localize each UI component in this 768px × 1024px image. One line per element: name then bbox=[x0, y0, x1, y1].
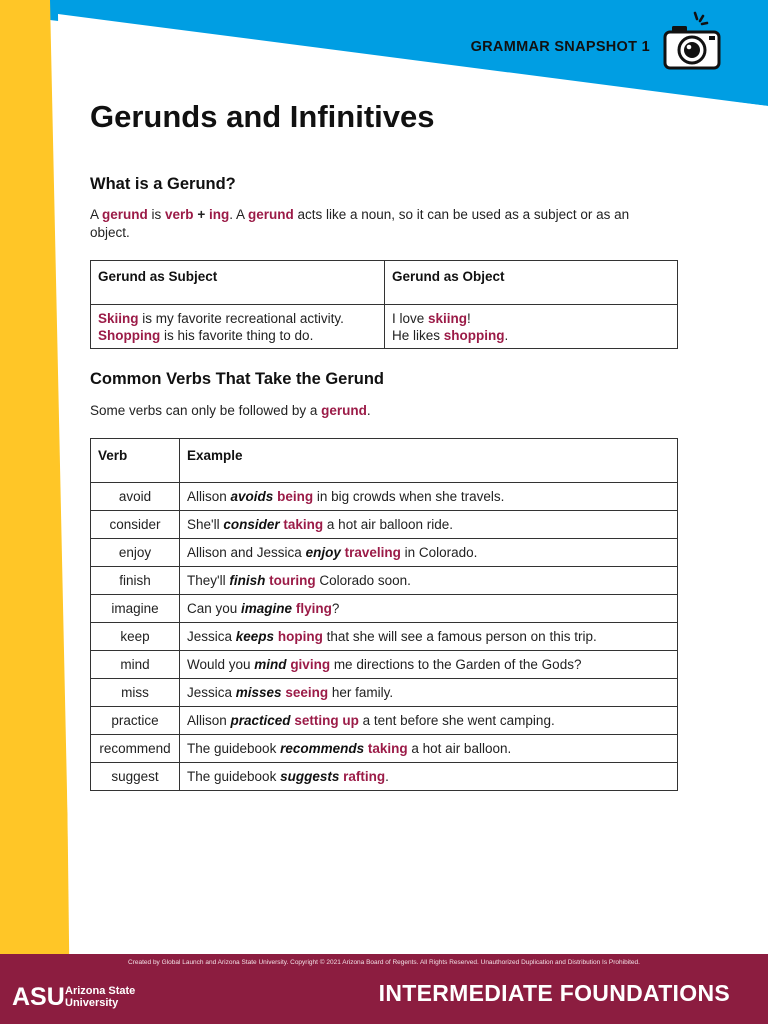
gerund-verbs-table bbox=[90, 438, 678, 791]
verb-emphasis: recommends bbox=[280, 741, 365, 756]
table-row bbox=[91, 511, 678, 539]
section-heading-common-verbs: Common Verbs That Take the Gerund bbox=[90, 370, 384, 388]
asu-logo-line2: University bbox=[65, 997, 119, 1009]
table-row bbox=[91, 679, 678, 707]
verb-emphasis: imagine bbox=[241, 601, 293, 616]
gerund-usage-table bbox=[90, 260, 678, 349]
gerund-highlight: touring bbox=[269, 573, 316, 588]
column-header: Verb bbox=[91, 439, 180, 483]
gerund-highlight: setting up bbox=[294, 713, 359, 728]
verb-emphasis: finish bbox=[229, 573, 266, 588]
section-heading-gerund: What is a Gerund? bbox=[90, 175, 236, 193]
table-row bbox=[91, 623, 678, 651]
page-title: Gerunds and Infinitives bbox=[90, 99, 435, 134]
example-line: Shopping is his favorite thing to do. bbox=[98, 328, 314, 343]
example-line: He likes shopping. bbox=[392, 328, 509, 343]
column-header: Gerund as Object bbox=[385, 261, 678, 305]
verb-cell: enjoy bbox=[91, 539, 180, 567]
example-cell: Can you imagine flying? bbox=[180, 595, 678, 623]
table-row bbox=[91, 305, 678, 349]
gerund-highlight: giving bbox=[290, 657, 331, 672]
example-cell: Allison and Jessica enjoy traveling in Colorado. bbox=[180, 539, 678, 567]
example-cell: Would you mind giving me directions to the Garden of the Gods? bbox=[180, 651, 678, 679]
table-row bbox=[91, 651, 678, 679]
table-row bbox=[91, 483, 678, 511]
verb-cell: miss bbox=[91, 679, 180, 707]
common-verbs-intro: Some verbs can only be followed by a gerund. bbox=[90, 403, 371, 418]
example-cell: She'll consider taking a hot air balloon ride. bbox=[180, 511, 678, 539]
gerund-highlight: being bbox=[277, 489, 314, 504]
verb-emphasis: consider bbox=[223, 517, 280, 532]
highlight-ing: ing bbox=[208, 207, 230, 222]
column-header: Example bbox=[180, 439, 678, 483]
verb-emphasis: suggests bbox=[280, 769, 340, 784]
table-row bbox=[91, 735, 678, 763]
table-header-row bbox=[91, 261, 678, 305]
asu-logo-line1: Arizona State bbox=[65, 985, 136, 997]
gerund-highlight: rafting bbox=[343, 769, 386, 784]
verb-cell: keep bbox=[91, 623, 180, 651]
verb-emphasis: enjoy bbox=[305, 545, 341, 560]
example-cell: The guidebook suggests rafting. bbox=[180, 763, 678, 791]
example-cell: Allison avoids being in big crowds when she travels. bbox=[180, 483, 678, 511]
course-name: INTERMEDIATE FOUNDATIONS bbox=[378, 980, 730, 1006]
verb-emphasis: mind bbox=[254, 657, 287, 672]
gerund-highlight: taking bbox=[283, 517, 324, 532]
example-cell: Allison practiced setting up a tent before she went camping. bbox=[180, 707, 678, 735]
gerund-definition: A gerund is verb + ing. A gerund acts like a noun, so it can be used as a subject or as an object. bbox=[90, 207, 630, 240]
verb-cell: recommend bbox=[91, 735, 180, 763]
example-line: I love skiing! bbox=[392, 311, 471, 326]
verb-emphasis: avoids bbox=[230, 489, 274, 504]
table-row bbox=[91, 567, 678, 595]
table-row bbox=[91, 539, 678, 567]
verb-cell: mind bbox=[91, 651, 180, 679]
verb-emphasis: keeps bbox=[235, 629, 275, 644]
example-cell: The guidebook recommends taking a hot air balloon. bbox=[180, 735, 678, 763]
asu-logo-mark: ASU bbox=[12, 983, 65, 1011]
camera-icon bbox=[657, 10, 725, 74]
table-row bbox=[91, 763, 678, 791]
table-header-row bbox=[91, 439, 678, 483]
verb-emphasis: practiced bbox=[230, 713, 291, 728]
gerund-highlight: seeing bbox=[285, 685, 329, 700]
table-row bbox=[91, 595, 678, 623]
example-cell: Jessica misses seeing her family. bbox=[180, 679, 678, 707]
example-cell: Jessica keeps hoping that she will see a famous person on this trip. bbox=[180, 623, 678, 651]
verb-rows bbox=[91, 483, 678, 791]
gerund-highlight: traveling bbox=[344, 545, 401, 560]
copyright-notice: Created by Global Launch and Arizona State University. Copyright © 2021 Arizona Board of Regents. All Rights Reserved. Unauthorized Duplication and Distribution Is Prohibited. bbox=[128, 959, 640, 966]
verb-cell: imagine bbox=[91, 595, 180, 623]
subject-examples-cell bbox=[91, 305, 385, 349]
highlight-gerund: gerund bbox=[321, 403, 367, 418]
table-row bbox=[91, 707, 678, 735]
example-cell: They'll finish touring Colorado soon. bbox=[180, 567, 678, 595]
highlight-gerund: gerund bbox=[247, 207, 294, 222]
verb-cell: finish bbox=[91, 567, 180, 595]
verb-cell: avoid bbox=[91, 483, 180, 511]
gerund-highlight: taking bbox=[367, 741, 408, 756]
gerund-highlight: flying bbox=[295, 601, 332, 616]
verb-emphasis: misses bbox=[235, 685, 282, 700]
header-label: GRAMMAR SNAPSHOT 1 bbox=[470, 39, 650, 55]
highlight-gerund: gerund bbox=[102, 207, 148, 222]
plus-sign: + bbox=[193, 207, 209, 222]
highlight-verb: verb bbox=[165, 207, 194, 222]
verb-cell: practice bbox=[91, 707, 180, 735]
column-header: Gerund as Subject bbox=[91, 261, 385, 305]
asu-logo bbox=[12, 982, 142, 1012]
verb-cell: suggest bbox=[91, 763, 180, 791]
gerund-highlight: hoping bbox=[277, 629, 323, 644]
verb-cell: consider bbox=[91, 511, 180, 539]
example-line: Skiing is my favorite recreational activity. bbox=[98, 311, 344, 326]
object-examples-cell bbox=[385, 305, 678, 349]
